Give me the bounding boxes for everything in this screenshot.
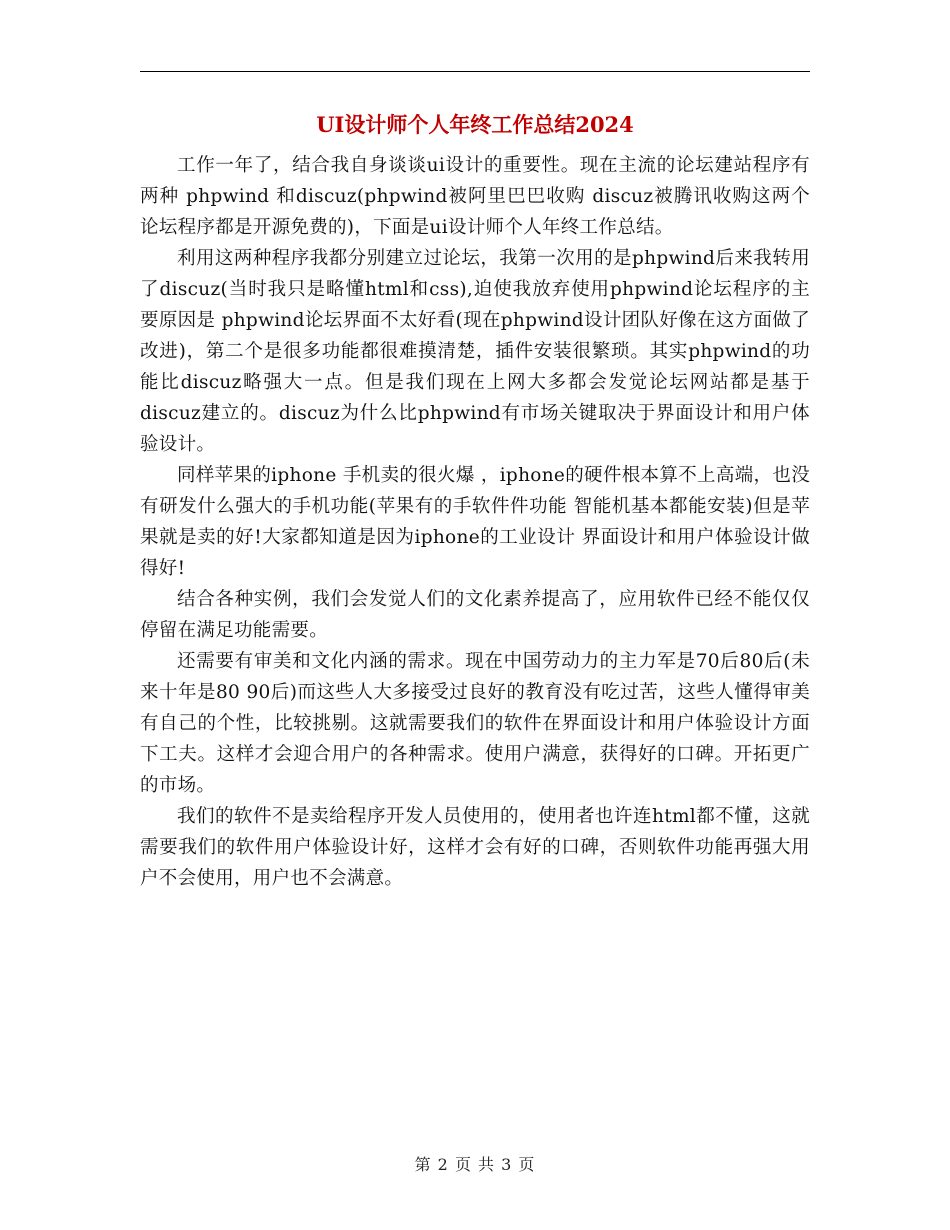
paragraph: 利用这两种程序我都分别建立过论坛，我第一次用的是phpwind后来我转用了discuz(当时我只是略懂html和css),迫使我放弃使用phpwind论坛程序的主要原因是 phpwind论坛界面不太好看(现在phpwind设计团队好像在这方面做了改进)，第二个是很多功能都很难摸清楚，插件安装很繁琐。其实phpwind的功能比discuz略强大一点。但是我们现在上网大多都会发觉论坛网站都是基于discuz建立的。discuz为什么比phpwind有市场关键取决于界面设计和用户体验设计。: [140, 248, 810, 455]
paragraph: 工作一年了，结合我自身谈谈ui设计的重要性。现在主流的论坛建站程序有两种 phpwind 和discuz(phpwind被阿里巴巴收购 discuz被腾讯收购这两个论坛程序都是开源免费的)，下面是ui设计师个人年终工作总结。: [140, 155, 810, 238]
page-number-footer: 第 2 页 共 3 页: [414, 1155, 536, 1174]
paragraph: 还需要有审美和文化内涵的需求。现在中国劳动力的主力军是70后80后(未来十年是80 90后)而这些人大多接受过良好的教育没有吃过苦，这些人懂得审美 有自己的个性，比较挑剔。这就需要我们的软件在界面设计和用户体验设计方面下工夫。这样才会迎合用户的各种需求。使用户满意，获得好的口碑。开拓更广的市场。: [140, 651, 810, 796]
header-rule: [140, 71, 810, 72]
paragraph: 我们的软件不是卖给程序开发人员使用的，使用者也许连html都不懂，这就需要我们的软件用户体验设计好，这样才会有好的口碑，否则软件功能再强大用户不会使用，用户也不会满意。: [140, 806, 810, 889]
paragraph: 同样苹果的iphone 手机卖的很火爆 ，iphone的硬件根本算不上高端，也没有研发什么强大的手机功能(苹果有的手软件件功能 智能机基本都能安装)但是苹果就是卖的好!大家都知道是因为iphone的工业设计 界面设计和用户体验设计做得好!: [140, 465, 810, 579]
document-title: UI设计师个人年终工作总结2024: [316, 112, 634, 137]
paragraph: 结合各种实例，我们会发觉人们的文化素养提高了，应用软件已经不能仅仅停留在满足功能需要。: [140, 589, 810, 641]
document-body: [140, 150, 810, 894]
